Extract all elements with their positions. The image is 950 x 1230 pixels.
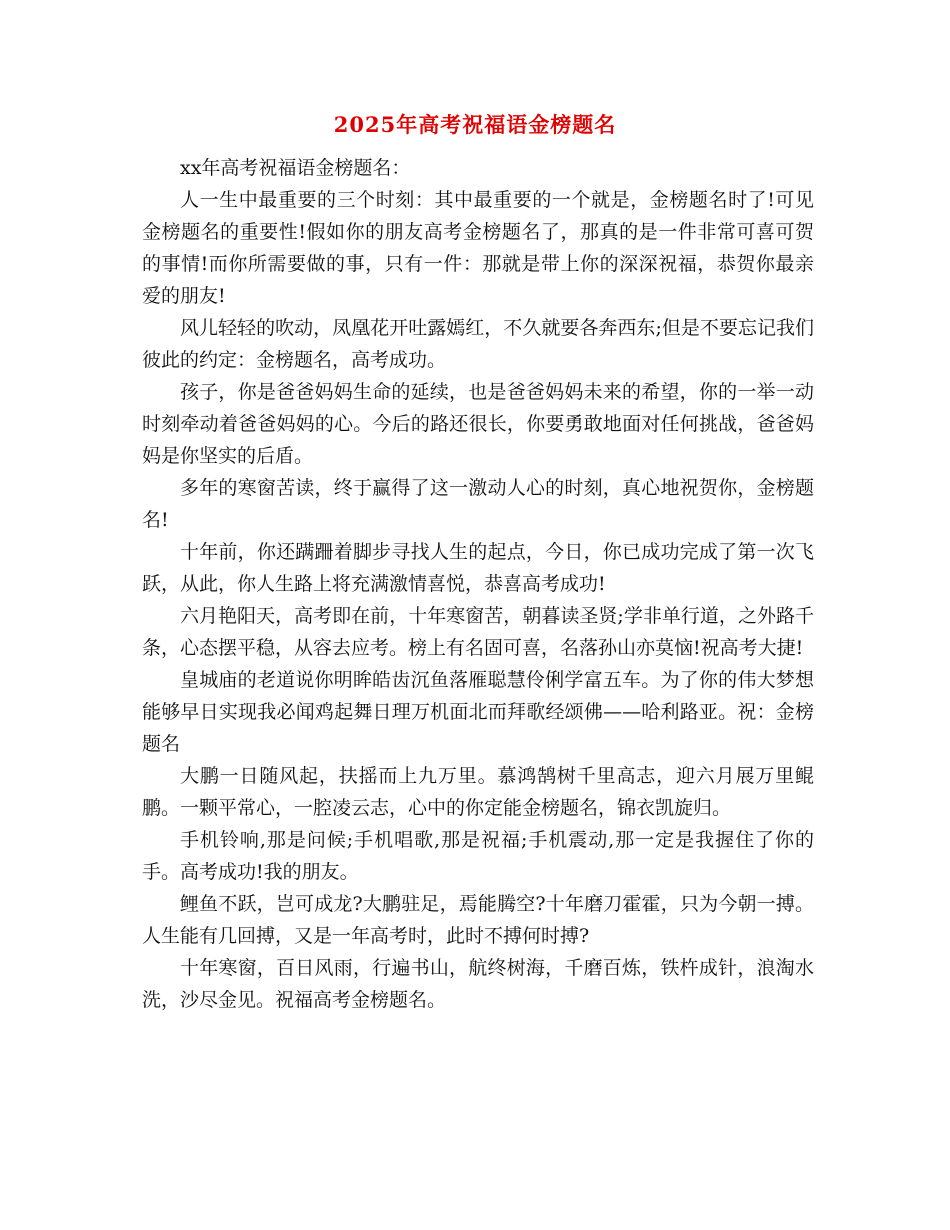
paragraph-intro: xx年高考祝福语金榜题名： — [180, 157, 411, 179]
paragraph: 皇城庙的老道说你明眸皓齿沉鱼落雁聪慧伶俐学富五车。为了你的伟大梦想能够早日实现我必闻鸡起舞日理万机面北而拜歌经颂佛——哈利路亚。祝：金榜题名 — [142, 669, 814, 755]
paragraph: 鲤鱼不跃，岂可成龙?大鹏驻足，焉能腾空?十年磨刀霍霍，只为今朝一搏。人生能有几回搏，又是一年高考时，此时不搏何时搏? — [142, 893, 814, 947]
paragraph: 孩子，你是爸爸妈妈生命的延续，也是爸爸妈妈未来的希望，你的一举一动时刻牵动着爸爸妈妈的心。今后的路还很长，你要勇敢地面对任何挑战，爸爸妈妈是你坚实的后盾。 — [142, 381, 814, 467]
paragraph: 人一生中最重要的三个时刻：其中最重要的一个就是，金榜题名时了!可见金榜题名的重要性!假如你的朋友高考金榜题名了，那真的是一件非常可喜可贺的事情!而你所需要做的事，只有一件：那就是带上你的深深祝福，恭贺你最亲爱的朋友! — [142, 189, 814, 307]
paragraph: 十年寒窗，百日风雨，行遍书山，航终树海，千磨百炼，铁杵成针，浪淘水洗，沙尽金见。祝福高考金榜题名。 — [142, 957, 814, 1011]
document-title: 2025年高考祝福语金榜题名 — [333, 112, 617, 137]
paragraph: 多年的寒窗苦读，终于赢得了这一激动人心的时刻，真心地祝贺你，金榜题名! — [142, 477, 814, 531]
paragraph: 手机铃响,那是问候;手机唱歌,那是祝福;手机震动,那一定是我握住了你的手。高考成功!我的朋友。 — [142, 829, 814, 883]
paragraph: 六月艳阳天，高考即在前，十年寒窗苦，朝暮读圣贤;学非单行道，之外路千条，心态摆平稳，从容去应考。榜上有名固可喜，名落孙山亦莫恼!祝高考大捷! — [142, 605, 814, 659]
paragraph: 大鹏一日随风起，扶摇而上九万里。慕鸿鹄树千里高志，迎六月展万里鲲鹏。一颗平常心，一腔凌云志，心中的你定能金榜题名，锦衣凯旋归。 — [142, 765, 814, 819]
paragraph: 十年前，你还蹒跚着脚步寻找人生的起点，今日，你已成功完成了第一次飞跃，从此，你人生路上将充满激情喜悦，恭喜高考成功! — [142, 541, 814, 595]
paragraph: 风儿轻轻的吹动，凤凰花开吐露嫣红，不久就要各奔西东;但是不要忘记我们彼此的约定：金榜题名，高考成功。 — [142, 317, 814, 371]
document-body — [142, 152, 814, 1016]
